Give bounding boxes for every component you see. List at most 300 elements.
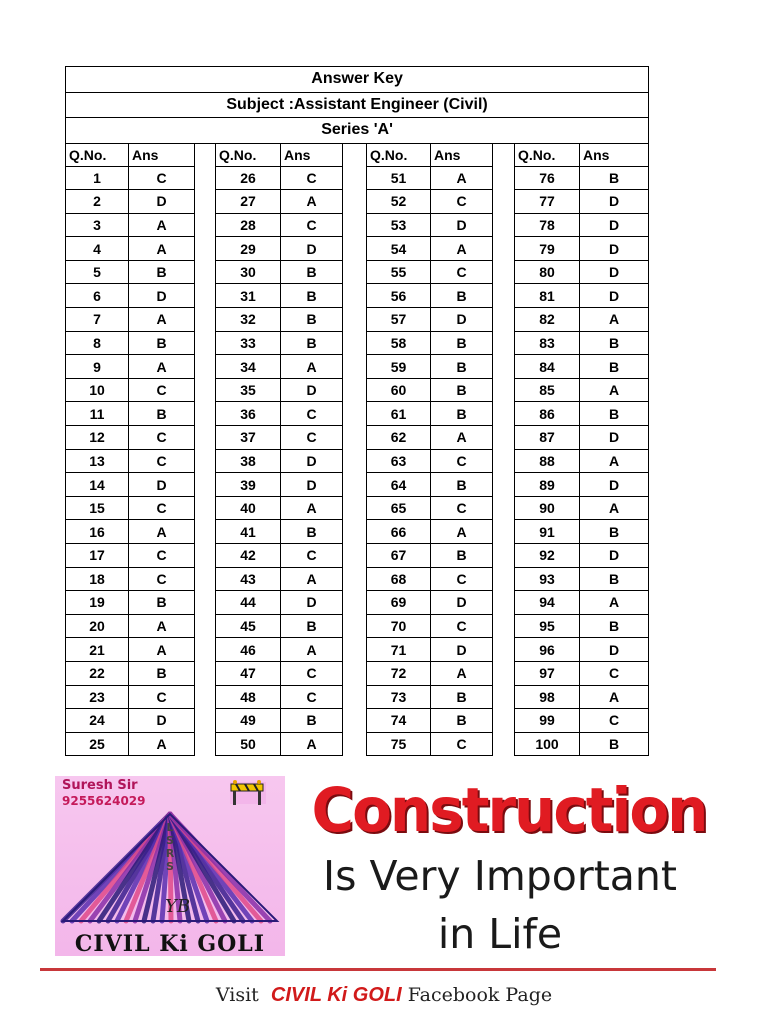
column-header-ans: Ans	[431, 143, 493, 166]
question-number-cell: 94	[515, 591, 580, 615]
answer-cell: A	[431, 661, 493, 685]
question-number-cell: 58	[367, 331, 431, 355]
question-number-cell: 33	[216, 331, 281, 355]
question-number-cell: 57	[367, 308, 431, 332]
column-gap	[493, 402, 515, 426]
answer-cell: A	[129, 355, 195, 379]
answer-cell: D	[431, 308, 493, 332]
table-row	[66, 732, 649, 756]
question-number-cell: 76	[515, 166, 580, 190]
column-gap	[195, 378, 216, 402]
question-number-cell: 12	[66, 426, 129, 450]
table-row	[66, 473, 649, 497]
answer-cell: C	[431, 614, 493, 638]
answer-cell: C	[281, 426, 343, 450]
answer-cell: B	[431, 402, 493, 426]
column-gap	[195, 426, 216, 450]
answer-cell: C	[129, 496, 195, 520]
question-number-cell: 81	[515, 284, 580, 308]
column-gap	[343, 520, 367, 544]
answer-cell: A	[431, 237, 493, 261]
column-gap	[343, 732, 367, 756]
question-number-cell: 38	[216, 449, 281, 473]
answer-cell: B	[580, 402, 649, 426]
table-row	[66, 496, 649, 520]
answer-cell: A	[431, 426, 493, 450]
table-row	[66, 567, 649, 591]
question-number-cell: 31	[216, 284, 281, 308]
column-gap	[493, 143, 515, 166]
column-gap	[343, 449, 367, 473]
table-subject: Subject :Assistant Engineer (Civil)	[66, 92, 649, 118]
answer-cell: C	[129, 426, 195, 450]
question-number-cell: 10	[66, 378, 129, 402]
answer-cell: C	[281, 544, 343, 568]
question-number-cell: 59	[367, 355, 431, 379]
question-number-cell: 82	[515, 308, 580, 332]
answer-cell: D	[431, 638, 493, 662]
column-gap	[195, 661, 216, 685]
question-number-cell: 3	[66, 213, 129, 237]
answer-cell: C	[281, 661, 343, 685]
column-gap	[343, 661, 367, 685]
column-gap	[343, 308, 367, 332]
footer-brand-link[interactable]: CIVIL Ki GOLI	[270, 984, 402, 1006]
column-gap	[493, 709, 515, 733]
column-gap	[493, 638, 515, 662]
question-number-cell: 72	[367, 661, 431, 685]
answer-cell: B	[431, 544, 493, 568]
column-gap	[343, 213, 367, 237]
column-gap	[343, 473, 367, 497]
question-number-cell: 63	[367, 449, 431, 473]
question-number-cell: 28	[216, 213, 281, 237]
question-number-cell: 50	[216, 732, 281, 756]
table-row	[66, 355, 649, 379]
column-gap	[195, 732, 216, 756]
question-number-cell: 93	[515, 567, 580, 591]
answer-cell: D	[281, 237, 343, 261]
column-header-qno: Q.No.	[216, 143, 281, 166]
question-number-cell: 9	[66, 355, 129, 379]
answer-cell: C	[129, 685, 195, 709]
answer-cell: D	[281, 591, 343, 615]
column-gap	[493, 190, 515, 214]
column-gap	[493, 473, 515, 497]
question-number-cell: 79	[515, 237, 580, 261]
question-number-cell: 42	[216, 544, 281, 568]
answer-cell: D	[580, 638, 649, 662]
answer-cell: D	[281, 378, 343, 402]
column-gap	[195, 520, 216, 544]
column-gap	[195, 237, 216, 261]
answer-cell: C	[281, 402, 343, 426]
column-gap	[493, 449, 515, 473]
question-number-cell: 66	[367, 520, 431, 544]
question-number-cell: 52	[367, 190, 431, 214]
answer-cell: B	[580, 331, 649, 355]
table-row	[66, 614, 649, 638]
answer-cell: D	[281, 473, 343, 497]
table-row	[66, 709, 649, 733]
table-row	[66, 449, 649, 473]
column-gap	[195, 638, 216, 662]
question-number-cell: 55	[367, 260, 431, 284]
answer-cell: C	[281, 213, 343, 237]
column-header-qno: Q.No.	[66, 143, 129, 166]
answer-cell: D	[580, 190, 649, 214]
question-number-cell: 19	[66, 591, 129, 615]
column-gap	[343, 260, 367, 284]
answer-cell: C	[129, 166, 195, 190]
table-row	[66, 426, 649, 450]
answer-cell: A	[580, 496, 649, 520]
column-gap	[343, 544, 367, 568]
question-number-cell: 88	[515, 449, 580, 473]
table-row	[66, 308, 649, 332]
column-gap	[493, 308, 515, 332]
question-number-cell: 2	[66, 190, 129, 214]
answer-cell: B	[431, 284, 493, 308]
logo-vertical-letter: S	[166, 834, 174, 847]
question-number-cell: 47	[216, 661, 281, 685]
answer-cell: D	[580, 260, 649, 284]
question-number-cell: 37	[216, 426, 281, 450]
question-number-cell: 36	[216, 402, 281, 426]
answer-cell: C	[580, 709, 649, 733]
question-number-cell: 89	[515, 473, 580, 497]
column-gap	[493, 567, 515, 591]
answer-cell: C	[129, 567, 195, 591]
question-number-cell: 53	[367, 213, 431, 237]
table-row	[66, 520, 649, 544]
question-number-cell: 45	[216, 614, 281, 638]
question-number-cell: 97	[515, 661, 580, 685]
answer-cell: B	[129, 331, 195, 355]
column-gap	[343, 685, 367, 709]
question-number-cell: 62	[367, 426, 431, 450]
answer-cell: A	[431, 166, 493, 190]
column-gap	[493, 544, 515, 568]
footer-visit-text: Visit	[215, 984, 259, 1006]
column-gap	[195, 166, 216, 190]
column-gap	[195, 473, 216, 497]
answer-cell: D	[431, 591, 493, 615]
column-gap	[493, 685, 515, 709]
question-number-cell: 90	[515, 496, 580, 520]
answer-cell: C	[129, 378, 195, 402]
question-number-cell: 98	[515, 685, 580, 709]
logo-vertical-letter: R	[165, 847, 175, 860]
question-number-cell: 48	[216, 685, 281, 709]
question-number-cell: 78	[515, 213, 580, 237]
question-number-cell: 69	[367, 591, 431, 615]
answer-cell: A	[129, 520, 195, 544]
column-gap	[343, 190, 367, 214]
answer-cell: A	[580, 308, 649, 332]
answer-cell: A	[580, 378, 649, 402]
question-number-cell: 56	[367, 284, 431, 308]
column-gap	[195, 402, 216, 426]
question-number-cell: 5	[66, 260, 129, 284]
column-gap	[493, 496, 515, 520]
question-number-cell: 49	[216, 709, 281, 733]
question-number-cell: 8	[66, 331, 129, 355]
footer-divider	[40, 968, 716, 971]
question-number-cell: 27	[216, 190, 281, 214]
column-gap	[493, 213, 515, 237]
table-row	[66, 378, 649, 402]
answer-cell: B	[281, 709, 343, 733]
question-number-cell: 17	[66, 544, 129, 568]
column-header-qno: Q.No.	[367, 143, 431, 166]
question-number-cell: 92	[515, 544, 580, 568]
column-gap	[493, 732, 515, 756]
column-gap	[195, 709, 216, 733]
column-gap	[343, 638, 367, 662]
column-gap	[195, 213, 216, 237]
answer-cell: B	[281, 614, 343, 638]
column-gap	[343, 426, 367, 450]
answer-cell: A	[580, 685, 649, 709]
answer-cell: A	[129, 237, 195, 261]
answer-cell: B	[580, 520, 649, 544]
column-gap	[343, 709, 367, 733]
slogan-line-2: Is Very Important	[323, 852, 677, 900]
question-number-cell: 60	[367, 378, 431, 402]
logo-vertical-letters	[163, 821, 177, 873]
question-number-cell: 95	[515, 614, 580, 638]
question-number-cell: 11	[66, 402, 129, 426]
answer-cell: B	[129, 402, 195, 426]
answer-cell: D	[129, 709, 195, 733]
answer-cell: A	[129, 732, 195, 756]
question-number-cell: 67	[367, 544, 431, 568]
answer-cell: C	[431, 567, 493, 591]
question-number-cell: 85	[515, 378, 580, 402]
table-series: Series 'A'	[66, 118, 649, 144]
table-row	[66, 544, 649, 568]
column-gap	[195, 284, 216, 308]
question-number-cell: 96	[515, 638, 580, 662]
answer-cell: A	[129, 213, 195, 237]
column-gap	[493, 614, 515, 638]
table-row	[66, 166, 649, 190]
question-number-cell: 40	[216, 496, 281, 520]
answer-cell: A	[580, 591, 649, 615]
column-header-ans: Ans	[281, 143, 343, 166]
answer-cell: B	[129, 661, 195, 685]
question-number-cell: 80	[515, 260, 580, 284]
logo-vertical-letter: S	[166, 860, 174, 873]
question-number-cell: 91	[515, 520, 580, 544]
question-number-cell: 43	[216, 567, 281, 591]
answer-cell: D	[129, 284, 195, 308]
question-number-cell: 16	[66, 520, 129, 544]
answer-cell: B	[580, 355, 649, 379]
answer-cell: C	[129, 544, 195, 568]
question-number-cell: 41	[216, 520, 281, 544]
column-gap	[195, 591, 216, 615]
answer-cell: D	[129, 473, 195, 497]
column-gap	[195, 143, 216, 166]
column-gap	[493, 284, 515, 308]
footer-visit-line	[0, 984, 768, 1007]
logo-phone-number: 9255624029	[62, 794, 146, 808]
column-gap	[493, 426, 515, 450]
question-number-cell: 4	[66, 237, 129, 261]
column-gap	[195, 308, 216, 332]
civil-ki-goli-logo	[55, 776, 285, 956]
answer-cell: B	[281, 308, 343, 332]
column-gap	[195, 355, 216, 379]
table-row	[66, 213, 649, 237]
question-number-cell: 7	[66, 308, 129, 332]
question-number-cell: 54	[367, 237, 431, 261]
logo-monogram: YB	[165, 896, 191, 917]
answer-cell: C	[431, 449, 493, 473]
column-header-qno: Q.No.	[515, 143, 580, 166]
column-gap	[493, 166, 515, 190]
column-gap	[343, 237, 367, 261]
question-number-cell: 71	[367, 638, 431, 662]
column-gap	[195, 685, 216, 709]
answer-cell: B	[281, 284, 343, 308]
column-gap	[343, 567, 367, 591]
question-number-cell: 29	[216, 237, 281, 261]
question-number-cell: 24	[66, 709, 129, 733]
table-row	[66, 591, 649, 615]
answer-cell: D	[580, 426, 649, 450]
question-number-cell: 84	[515, 355, 580, 379]
answer-cell: C	[431, 190, 493, 214]
answer-cell: A	[129, 308, 195, 332]
question-number-cell: 30	[216, 260, 281, 284]
question-number-cell: 18	[66, 567, 129, 591]
table-row	[66, 190, 649, 214]
column-gap	[195, 544, 216, 568]
column-gap	[493, 237, 515, 261]
column-gap	[343, 591, 367, 615]
column-gap	[493, 260, 515, 284]
column-gap	[343, 143, 367, 166]
column-gap	[493, 355, 515, 379]
answer-cell: B	[281, 331, 343, 355]
column-gap	[195, 190, 216, 214]
answer-cell: C	[431, 732, 493, 756]
column-gap	[195, 567, 216, 591]
table-row	[66, 661, 649, 685]
answer-cell: D	[281, 449, 343, 473]
slogan-line-3: in Life	[437, 910, 563, 958]
column-gap	[343, 496, 367, 520]
answer-cell: A	[129, 638, 195, 662]
answer-cell: D	[580, 544, 649, 568]
slogan-headline: Construction	[311, 774, 707, 846]
question-number-cell: 83	[515, 331, 580, 355]
question-number-cell: 35	[216, 378, 281, 402]
question-number-cell: 64	[367, 473, 431, 497]
answer-cell: A	[281, 496, 343, 520]
answer-cell: D	[580, 213, 649, 237]
question-number-cell: 75	[367, 732, 431, 756]
column-gap	[343, 355, 367, 379]
question-number-cell: 77	[515, 190, 580, 214]
question-number-cell: 21	[66, 638, 129, 662]
answer-cell: D	[431, 213, 493, 237]
question-number-cell: 13	[66, 449, 129, 473]
column-gap	[195, 331, 216, 355]
question-number-cell: 70	[367, 614, 431, 638]
column-gap	[493, 378, 515, 402]
answer-cell: B	[281, 520, 343, 544]
question-number-cell: 100	[515, 732, 580, 756]
question-number-cell: 32	[216, 308, 281, 332]
question-number-cell: 14	[66, 473, 129, 497]
answer-cell: B	[431, 378, 493, 402]
question-number-cell: 20	[66, 614, 129, 638]
answer-cell: C	[431, 260, 493, 284]
answer-cell: B	[580, 614, 649, 638]
column-header-ans: Ans	[580, 143, 649, 166]
question-number-cell: 51	[367, 166, 431, 190]
answer-cell: A	[281, 567, 343, 591]
footer-tail-text: Facebook Page	[407, 984, 553, 1006]
answer-cell: B	[129, 591, 195, 615]
column-gap	[493, 331, 515, 355]
answer-cell: B	[580, 166, 649, 190]
answer-cell: B	[431, 709, 493, 733]
answer-cell: A	[129, 614, 195, 638]
column-gap	[493, 661, 515, 685]
column-gap	[195, 260, 216, 284]
question-number-cell: 65	[367, 496, 431, 520]
question-number-cell: 74	[367, 709, 431, 733]
question-number-cell: 25	[66, 732, 129, 756]
table-title: Answer Key	[66, 67, 649, 93]
question-number-cell: 61	[367, 402, 431, 426]
answer-cell: A	[281, 732, 343, 756]
column-gap	[195, 614, 216, 638]
table-row	[66, 402, 649, 426]
table-row	[66, 260, 649, 284]
question-number-cell: 39	[216, 473, 281, 497]
answer-cell: A	[431, 520, 493, 544]
answer-cell: C	[281, 685, 343, 709]
answer-cell: C	[580, 661, 649, 685]
logo-vertical-letter: L	[166, 821, 174, 834]
column-header-ans: Ans	[129, 143, 195, 166]
question-number-cell: 15	[66, 496, 129, 520]
table-row	[66, 331, 649, 355]
table-row	[66, 638, 649, 662]
answer-cell: B	[580, 732, 649, 756]
answer-cell: B	[431, 473, 493, 497]
answer-cell: A	[281, 190, 343, 214]
answer-cell: A	[281, 355, 343, 379]
column-gap	[343, 166, 367, 190]
answer-cell: B	[431, 685, 493, 709]
answer-cell: D	[580, 237, 649, 261]
question-number-cell: 44	[216, 591, 281, 615]
column-header-row	[66, 143, 649, 166]
question-number-cell: 26	[216, 166, 281, 190]
question-number-cell: 87	[515, 426, 580, 450]
answer-key-table	[65, 66, 649, 756]
column-gap	[343, 378, 367, 402]
question-number-cell: 6	[66, 284, 129, 308]
question-number-cell: 46	[216, 638, 281, 662]
